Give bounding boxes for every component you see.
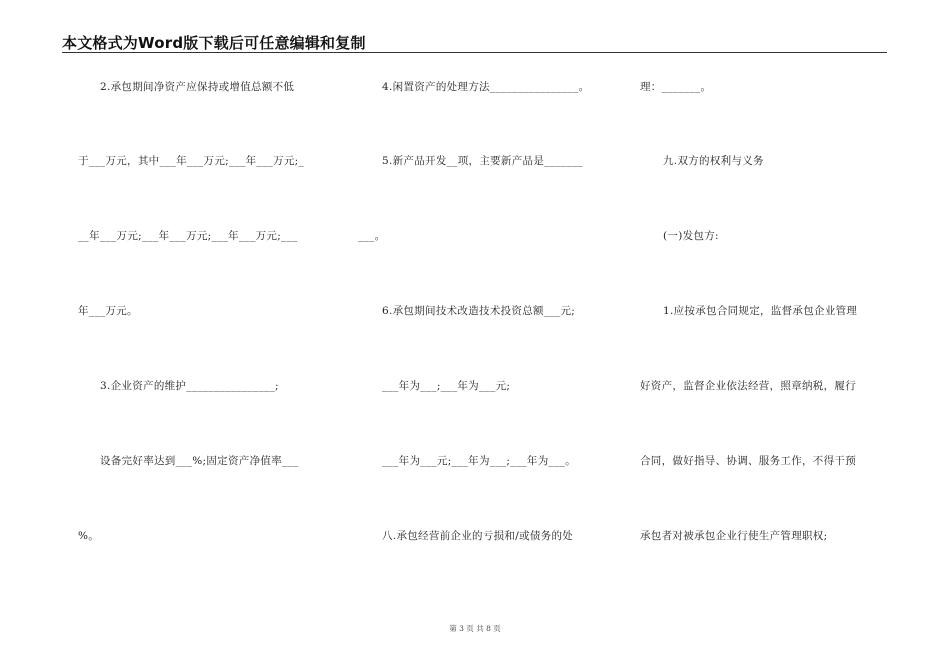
header-divider	[62, 52, 887, 53]
left-line-1: 2.承包期间净资产应保持或增值总额不低	[100, 81, 295, 93]
middle-line-2: 5.新产品开发__项，主要新产品是_______	[382, 155, 583, 167]
right-line-7: 承包者对被承包企业行使生产管理职权;	[640, 530, 828, 542]
middle-line-4: 6.承包期间技术改造技术投资总额___元;	[382, 305, 576, 317]
right-line-1: 理：_______。	[640, 81, 712, 93]
middle-line-6: ___年为___元;___年为___;___年为___。	[382, 455, 576, 467]
right-line-4: 1.应按承包合同规定，监督承包企业管理	[663, 305, 858, 317]
middle-line-1: 4.闲置资产的处理方法________________。	[382, 81, 590, 93]
left-line-6: 设备完好率达到___%;固定资产净值率___	[100, 455, 299, 467]
right-line-3: (一)发包方:	[663, 230, 719, 242]
middle-line-5: ___年为___;___年为___元;	[382, 380, 511, 392]
document-header-title: 本文格式为Word版下载后可任意编辑和复制	[62, 34, 366, 52]
left-line-2: 于___万元，其中___年___万元;___年___万元;_	[78, 155, 305, 167]
right-line-2: 九.双方的权利与义务	[663, 155, 764, 167]
page-number-footer: 第 3 页 共 8 页	[449, 624, 501, 633]
left-line-4: 年___万元。	[78, 305, 138, 317]
right-line-5: 好资产，监督企业依法经营，照章纳税，履行	[640, 380, 856, 392]
right-line-6: 合同，做好指导、协调、服务工作，不得干预	[640, 455, 856, 467]
left-line-7: %。	[78, 530, 100, 542]
middle-line-7: 八.承包经营前企业的亏损和/或债务的处	[382, 530, 574, 542]
left-line-5: 3.企业资产的维护________________;	[100, 380, 279, 392]
middle-line-3: ___。	[358, 230, 386, 242]
left-line-3: __年___万元;___年___万元;___年___万元;___	[78, 230, 298, 242]
